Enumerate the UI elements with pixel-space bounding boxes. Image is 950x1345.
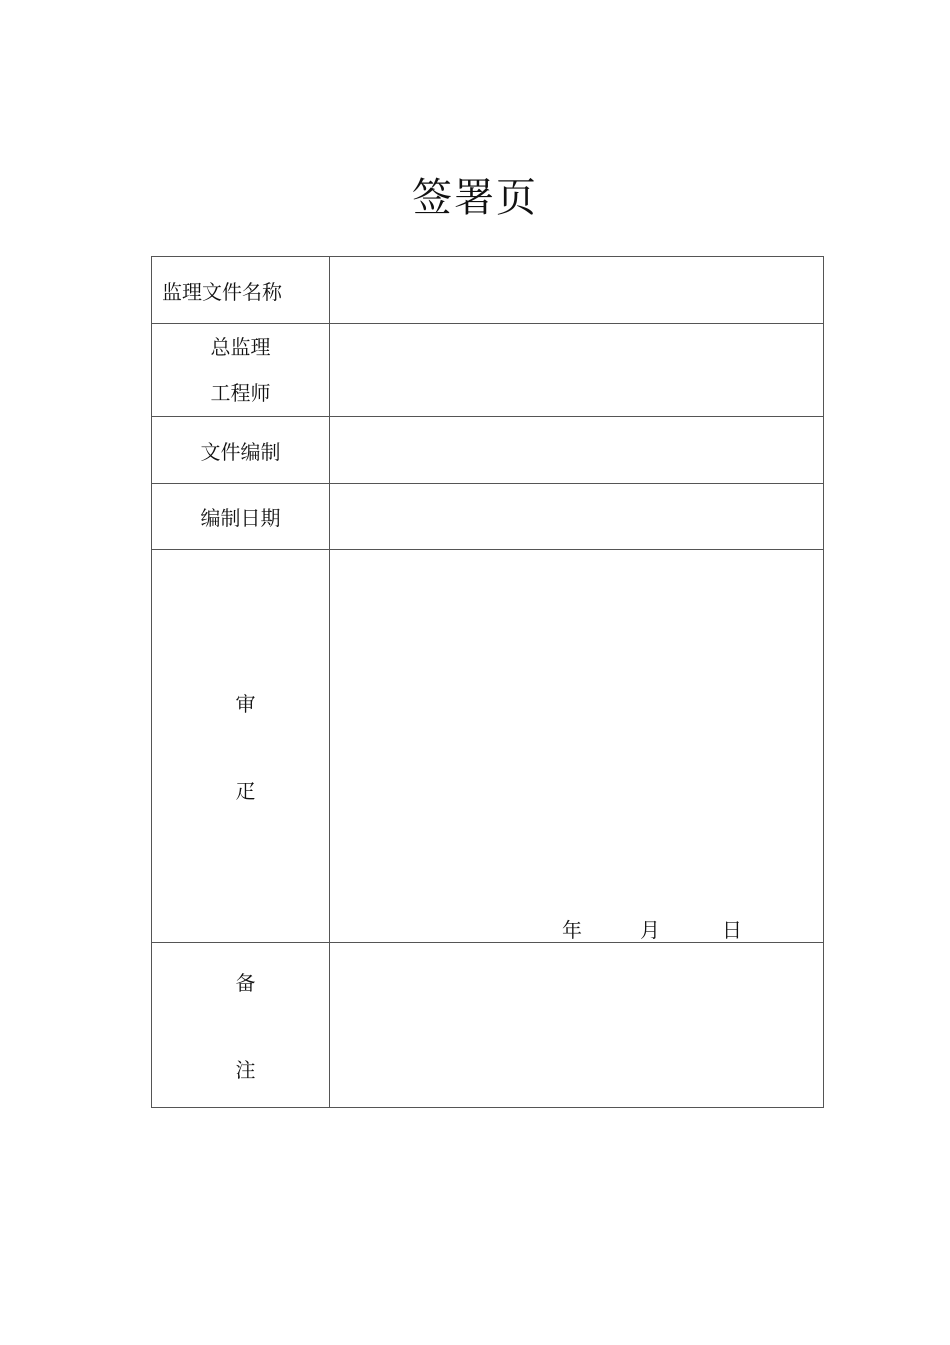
chief-engineer-field[interactable]	[330, 324, 824, 417]
remarks-field[interactable]	[330, 943, 824, 1108]
review-label-cell	[152, 550, 330, 943]
table-row-chief-engineer	[152, 324, 824, 417]
review-date-month: 月	[640, 918, 660, 942]
table-row-prepared-date	[152, 484, 824, 550]
review-field[interactable]	[330, 550, 824, 943]
remarks-label-cell	[152, 943, 330, 1108]
prepared-date-label: 编制日期	[200, 506, 281, 530]
table-row-prepared-by	[152, 417, 824, 484]
review-label-char-2: 疋	[235, 779, 256, 803]
review-label-char-1: 审	[235, 692, 256, 716]
review-date-year: 年	[562, 918, 582, 942]
page-title: 签署页	[412, 175, 538, 221]
prepared-date-field[interactable]	[330, 484, 824, 550]
remarks-label-char-2: 注	[235, 1058, 256, 1082]
chief-engineer-label-line1: 总监理	[210, 335, 271, 359]
signature-table	[151, 256, 824, 1108]
table-row-remarks	[152, 943, 824, 1108]
remarks-label	[152, 967, 329, 1083]
table-row-file-name	[152, 257, 824, 324]
file-name-field[interactable]	[330, 257, 824, 324]
remarks-label-char-1: 备	[235, 971, 256, 995]
file-name-label-cell	[152, 257, 330, 324]
review-date-day: 日	[722, 918, 742, 942]
prepared-by-field[interactable]	[330, 417, 824, 484]
chief-engineer-label-cell	[152, 324, 330, 417]
chief-engineer-label-line2: 工程师	[210, 381, 271, 405]
file-name-label: 监理文件名称	[162, 279, 282, 304]
review-label	[152, 688, 329, 804]
prepared-by-label: 文件编制	[200, 439, 281, 464]
table-row-review	[152, 550, 824, 943]
prepared-date-label-cell	[152, 484, 330, 550]
prepared-by-label-cell	[152, 417, 330, 484]
review-date-line	[562, 914, 762, 942]
